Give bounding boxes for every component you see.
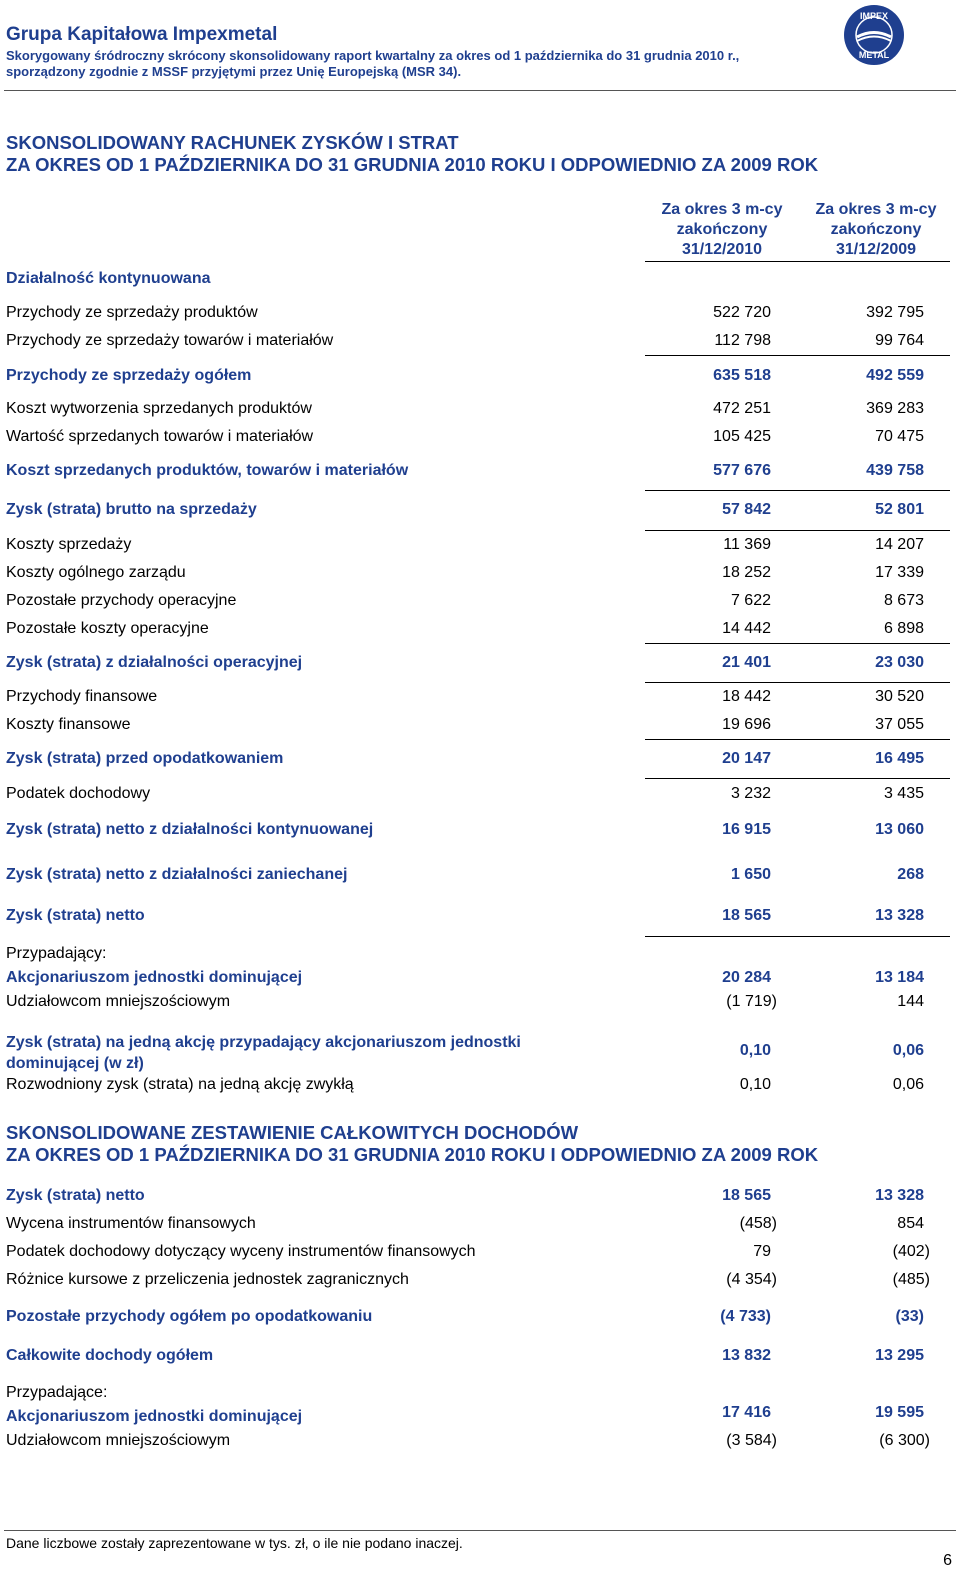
column-header-2009: Za okres 3 m-cy zakończony 31/12/2009 (815, 201, 937, 258)
table-row: Podatek dochodowy dotyczący wyceny instrumentów finansowych 79 (402) (6, 1243, 930, 1260)
table-row: Całkowite dochody ogółem 13 832 13 295 (6, 1347, 924, 1364)
total-rule (645, 936, 950, 937)
table-row: Przychody ze sprzedaży produktów 522 720 392 795 (6, 304, 924, 321)
header-rule (645, 261, 950, 262)
table-row: Akcjonariuszom jednostki dominującej 20 284 13 184 (6, 969, 924, 986)
footer-note: Dane liczbowe zostały zaprezentowane w tys. zł, o ile nie podano inaczej. (6, 1535, 463, 1551)
table-row: Wartość sprzedanych towarów i materiałów 105 425 70 475 (6, 428, 924, 445)
table-row: Koszty finansowe 19 696 37 055 (6, 716, 924, 733)
column-header-2010: Za okres 3 m-cy zakończony 31/12/2010 (661, 201, 783, 258)
table-row: Zysk (strata) netto z działalności kontynuowanej 16 915 13 060 (6, 821, 924, 838)
report-subtitle-line2: sporządzony zgodnie z MSSF przyjętymi przez Unię Europejską (MSR 34). (6, 64, 462, 79)
subtotal-rule (645, 530, 950, 531)
eps-label: Zysk (strata) na jedną akcję przypadający akcjonariuszom jednostki dominującej (w zł) (6, 1034, 521, 1072)
table-row: Zysk (strata) brutto na sprzedaży 57 842 52 801 (6, 501, 924, 518)
income-title-line1: SKONSOLIDOWANY RACHUNEK ZYSKÓW I STRAT (6, 132, 459, 153)
subtotal-rule (645, 778, 950, 779)
table-row: Przychody ze sprzedaży towarów i materiałów 112 798 99 764 (6, 332, 924, 349)
page-number: 6 (943, 1552, 952, 1569)
table-row: Podatek dochodowy 3 232 3 435 (6, 785, 924, 802)
income-title-line2: ZA OKRES OD 1 PAŹDZIERNIKA DO 31 GRUDNIA 2010 ROKU I ODPOWIEDNIO ZA 2009 ROK (6, 154, 819, 175)
report-subtitle-line1: Skorygowany śródroczny skrócony skonsolidowany raport kwartalny za okres od 1 października do 31 grudnia 2010 r., (6, 48, 740, 63)
table-row: Zysk (strata) netto 18 565 13 328 (6, 1187, 924, 1204)
table-row: Pozostałe koszty operacyjne 14 442 6 898 (6, 620, 924, 637)
logo-text-bottom: METAL (858, 50, 890, 60)
table-row: Wycena instrumentów finansowych (458) 854 (6, 1215, 924, 1232)
footer-divider (4, 1530, 956, 1531)
subtotal-rule (645, 355, 950, 356)
table-row: Udziałowcom mniejszościowym (1 719) 144 (6, 993, 924, 1010)
subtotal-rule (645, 490, 950, 491)
table-row: Zysk (strata) netto z działalności zaniechanej 1 650 268 (6, 866, 924, 883)
table-row: Akcjonariuszom jednostki dominującej 17 416 19 595 (6, 1404, 924, 1425)
table-row: Pozostałe przychody ogółem po opodatkowaniu (4 733) (33) (6, 1308, 924, 1325)
table-row: Koszty ogólnego zarządu 18 252 17 339 (6, 564, 924, 581)
table-row: Koszt sprzedanych produktów, towarów i materiałów 577 676 439 758 (6, 462, 924, 479)
company-title: Grupa Kapitałowa Impexmetal (6, 24, 278, 45)
impexmetal-logo (843, 4, 905, 66)
subtotal-rule (645, 643, 950, 644)
comprehensive-title-line1: SKONSOLIDOWANE ZESTAWIENIE CAŁKOWITYCH DOCHODÓW (6, 1122, 579, 1143)
table-row: Koszty sprzedaży 11 369 14 207 (6, 536, 924, 553)
table-row: Koszt wytworzenia sprzedanych produktów 472 251 369 283 (6, 400, 924, 417)
table-row: Zysk (strata) przed opodatkowaniem 20 147 16 495 (6, 750, 924, 767)
section-label: Działalność kontynuowana (6, 270, 211, 287)
logo-text-top: IMPEX (859, 11, 889, 21)
table-row: Zysk (strata) netto 18 565 13 328 (6, 907, 924, 924)
table-row: Przypadające: (6, 1384, 108, 1401)
table-row: Udziałowcom mniejszościowym (3 584) (6 300) (6, 1432, 930, 1449)
table-row: Różnice kursowe z przeliczenia jednostek zagranicznych (4 354) (485) (6, 1271, 930, 1288)
comprehensive-title-line2: ZA OKRES OD 1 PAŹDZIERNIKA DO 31 GRUDNIA 2010 ROKU I ODPOWIEDNIO ZA 2009 ROK (6, 1144, 819, 1165)
table-row: Przypadający: (6, 945, 107, 962)
subtotal-rule (645, 739, 950, 740)
header-divider (4, 90, 956, 91)
subtotal-rule (645, 682, 950, 683)
table-row: Zysk (strata) z działalności operacyjnej 21 401 23 030 (6, 654, 924, 671)
table-row: Przychody finansowe 18 442 30 520 (6, 688, 924, 705)
table-row: Pozostałe przychody operacyjne 7 622 8 673 (6, 592, 924, 609)
table-row: Przychody ze sprzedaży ogółem 635 518 492 559 (6, 367, 924, 384)
table-row-eps: 0,10 0,06 (739, 1042, 924, 1059)
table-row: Rozwodniony zysk (strata) na jedną akcję zwykłą 0,10 0,06 (6, 1076, 924, 1093)
